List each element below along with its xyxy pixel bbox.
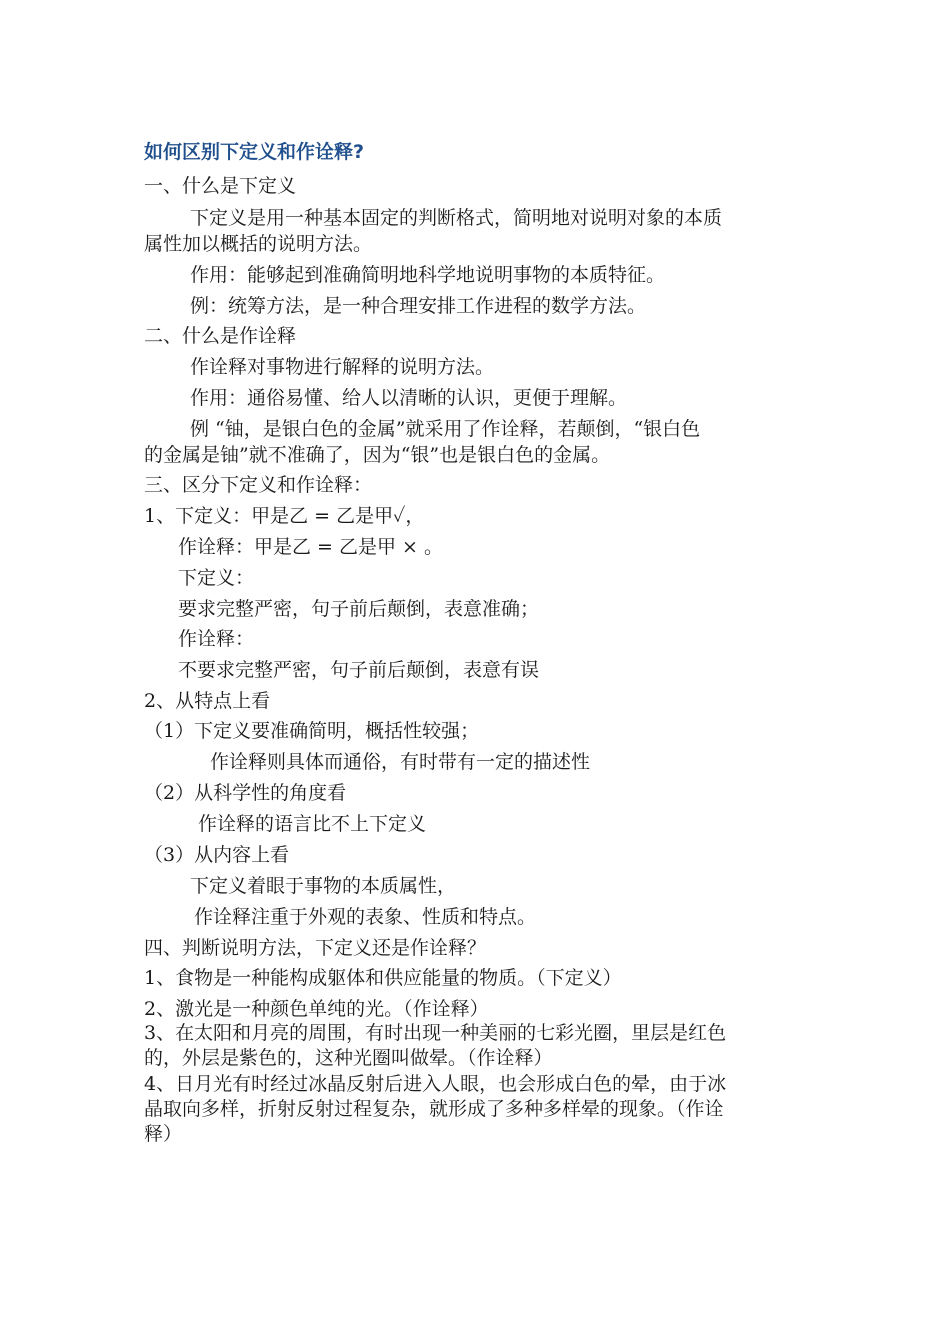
list-item: （1）下定义要准确简明，概括性较强； bbox=[144, 720, 480, 742]
list-item: （2）从科学性的角度看 bbox=[144, 782, 347, 804]
paragraph-line: 例：统筹方法，是一种合理安排工作进程的数学方法。 bbox=[190, 295, 647, 317]
paragraph-line: 作用：通俗易懂、给人以清晰的认识，更便于理解。 bbox=[190, 387, 628, 409]
list-item: 下定义着眼于事物的本质属性， bbox=[190, 875, 457, 897]
list-item: 作诠释： bbox=[178, 628, 255, 650]
list-item: （3）从内容上看 bbox=[144, 844, 290, 866]
section-heading-4: 四、判断说明方法，下定义还是作诠释？ bbox=[144, 937, 487, 959]
list-item: 作诠释注重于外观的表象、性质和特点。 bbox=[194, 906, 537, 928]
paragraph-line: 属性加以概括的说明方法。 bbox=[144, 233, 373, 255]
question-item: 晶取向多样，折射反射过程复杂，就形成了多种多样晕的现象。（作诠 bbox=[144, 1098, 724, 1120]
section-heading-3: 三、区分下定义和作诠释： bbox=[144, 474, 373, 496]
paragraph-line: 例 “铀，是银白色的金属”就采用了作诠释，若颠倒，“银白色 bbox=[190, 418, 701, 440]
list-item: 不要求完整严密，句子前后颠倒，表意有误 bbox=[178, 659, 540, 681]
question-item: 2、激光是一种颜色单纯的光。（作诠释） bbox=[144, 998, 489, 1020]
list-item: 作诠释的语言比不上下定义 bbox=[198, 813, 427, 835]
question-item: 释） bbox=[144, 1123, 183, 1145]
list-item: 下定义： bbox=[178, 567, 255, 589]
question-item: 1、食物是一种能构成躯体和供应能量的物质。（下定义） bbox=[144, 967, 622, 989]
paragraph-line: 作用：能够起到准确简明地科学地说明事物的本质特征。 bbox=[190, 264, 666, 286]
list-item: 作诠释则具体而通俗，有时带有一定的描述性 bbox=[210, 751, 591, 773]
list-item: 1、下定义：甲是乙 = 乙是甲✓， bbox=[144, 505, 425, 527]
question-item: 3、在太阳和月亮的周围，有时出现一种美丽的七彩光圈，里层是红色 bbox=[144, 1022, 727, 1044]
list-item: 作诠释：甲是乙 = 乙是甲 × 。 bbox=[178, 536, 443, 558]
list-item: 2、从特点上看 bbox=[144, 690, 271, 712]
section-heading-2: 二、什么是作诠释 bbox=[144, 325, 297, 347]
paragraph-line: 作诠释对事物进行解释的说明方法。 bbox=[190, 356, 495, 378]
list-item: 要求完整严密，句子前后颠倒，表意准确； bbox=[178, 598, 540, 620]
section-heading-1: 一、什么是下定义 bbox=[144, 175, 297, 197]
page-title: 如何区别下定义和作诠释? bbox=[144, 141, 365, 163]
question-item: 的，外层是紫色的，这种光圈叫做晕。（作诠释） bbox=[144, 1047, 553, 1069]
paragraph-line: 的金属是铀”就不准确了，因为“银”也是银白色的金属。 bbox=[144, 444, 611, 466]
paragraph-line: 下定义是用一种基本固定的判断格式，简明地对说明对象的本质 bbox=[190, 207, 723, 229]
question-item: 4、日月光有时经过冰晶反射后进入人眼，也会形成白色的晕，由于冰 bbox=[144, 1073, 727, 1095]
